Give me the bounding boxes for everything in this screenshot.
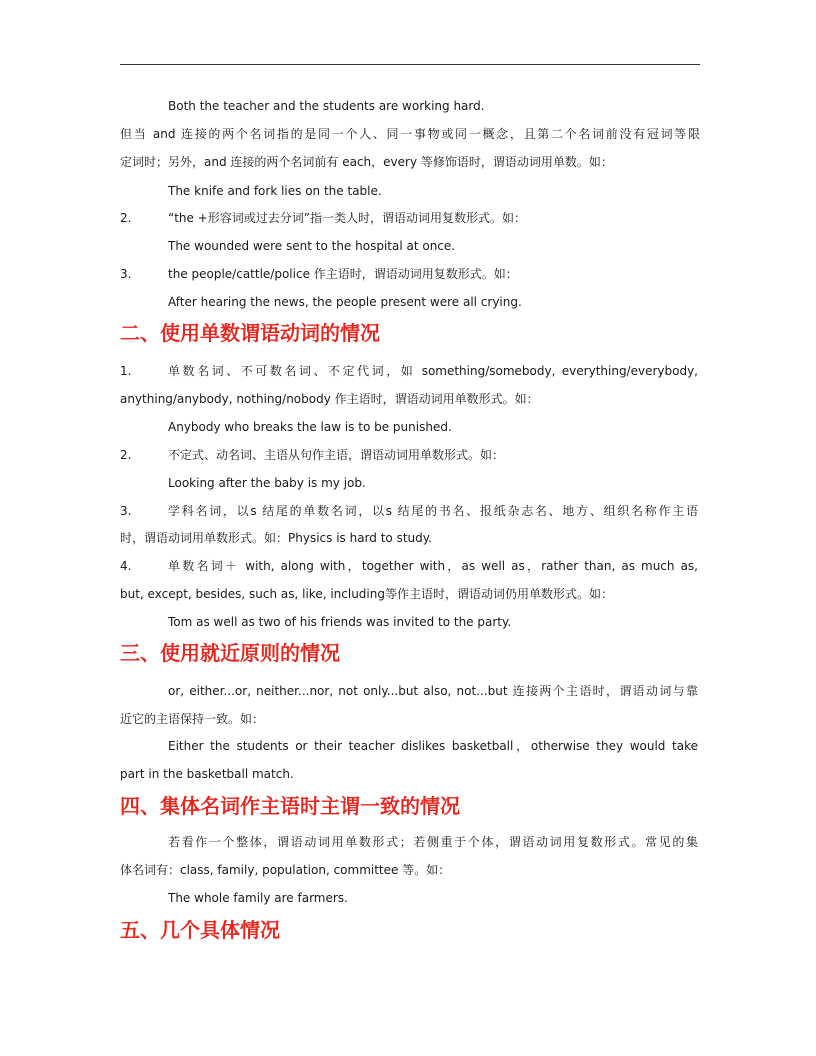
item-number: 4. [120,559,132,573]
example-anybody: Anybody who breaks the law is to be punished. [168,420,452,434]
item-number: 2. [120,448,132,462]
paragraph-text: or, either...or, neither...nor, not only...but also, not...but 连接两个主语时，谓语动词与靠 [168,684,698,698]
rule-text-cont: 时，谓语动词用单数形式。如：Physics is hard to study. [120,531,432,545]
example-tom: Tom as well as two of his friends was invited to the party. [168,615,512,629]
section-heading-5: 五、几个具体情况 [120,918,280,942]
section-heading-3: 三、使用就近原则的情况 [120,641,340,665]
rule-text: 不定式、动名词、主语从句作主语，谓语动词用单数形式。如： [168,448,505,462]
example-people: After hearing the news, the people present were all crying. [168,295,522,309]
example-baby: Looking after the baby is my job. [168,476,366,490]
item-number: 2. [120,211,132,225]
example-wounded: The wounded were sent to the hospital at once. [168,239,456,253]
example-family: The whole family are farmers. [168,891,348,905]
rule-text: 单数名词、不可数名词、不定代词，如 something/somebody, everything/everybody, [168,364,698,378]
item-number: 3. [120,267,132,281]
section-heading-2: 二、使用单数谓语动词的情况 [120,321,380,345]
note-line-2: 定词时；另外，and 连接的两个名词前有 each，every 等修饰语时，谓语动词用单数。如： [120,155,613,169]
paragraph-text-cont: 近它的主语保持一致。如： [120,712,265,726]
paragraph-text-cont: 体名词有：class, family, population, committee 等。如： [120,863,451,877]
example-either: Either the students or their teacher dislikes basketball，otherwise they would take [168,739,698,753]
example-both: Both the teacher and the students are working hard. [168,99,485,113]
item-number: 1. [120,364,132,378]
rule-text: 单数名词＋ with, along with，together with，as well as，rather than, as much as, [168,559,698,573]
rule-text-cont: but, except, besides, such as, like, including等作主语时，谓语动词仍用单数形式。如： [120,587,613,601]
rule-text: “the +形容词或过去分词”指一类人时，谓语动词用复数形式。如： [168,211,526,225]
item-number: 3. [120,504,132,518]
paragraph-text: 若看作一个整体，谓语动词用单数形式；若侧重于个体，谓语动词用复数形式。常见的集 [168,835,698,849]
rule-text: the people/cattle/police 作主语时，谓语动词用复数形式。如： [168,267,518,281]
rule-text: 学科名词，以s 结尾的单数名词，以s 结尾的书名、报纸杂志名、地方、组织名称作主语 [168,504,698,518]
example-knife: The knife and fork lies on the table. [168,184,382,198]
header-rule [120,64,700,65]
section-heading-4: 四、集体名词作主语时主谓一致的情况 [120,794,460,818]
example-either-cont: part in the basketball match. [120,767,294,781]
note-line-1: 但当 and 连接的两个名词指的是同一个人、同一事物或同一概念，且第二个名词前没有冠词等限 [120,127,700,141]
rule-text-cont: anything/anybody, nothing/nobody 作主语时，谓语动词用单数形式。如： [120,392,539,406]
